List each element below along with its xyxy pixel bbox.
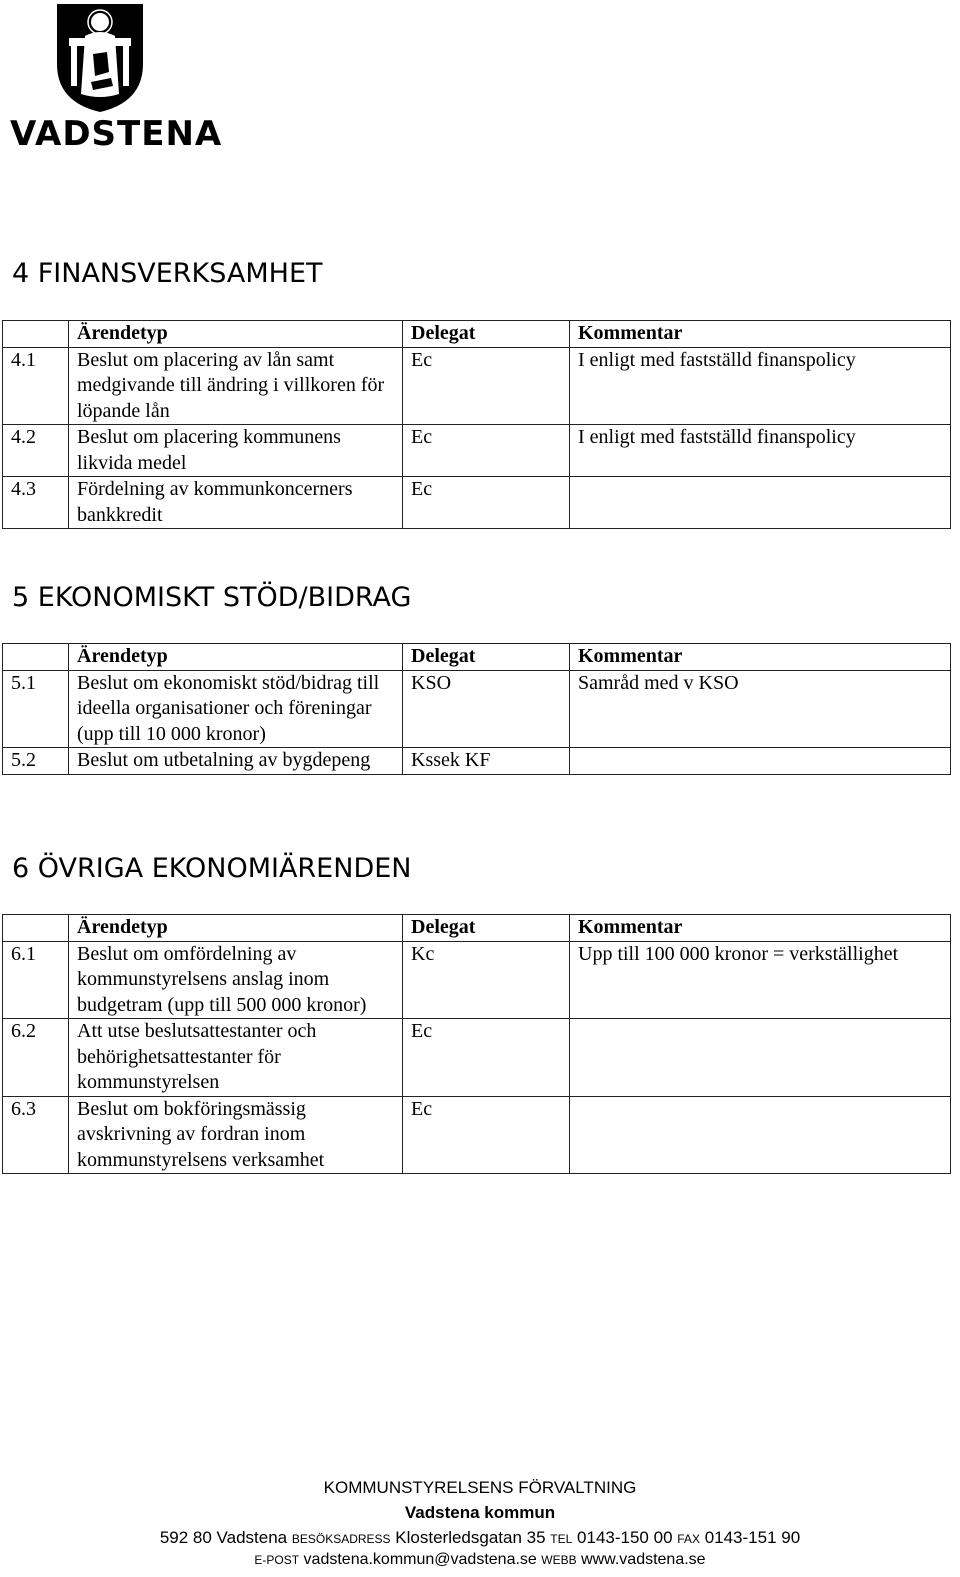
footer-address-line [0,1528,960,1548]
header-kommentar: Kommentar [570,321,951,348]
header-arendetyp: Ärendetyp [69,915,403,942]
row-delegat: Ec [403,477,570,529]
table-header-row [3,915,951,942]
table-row [3,1096,951,1174]
footer-web[interactable]: www.vadstena.se [581,1551,706,1568]
footer-postal: 592 80 Vadstena [159,1528,288,1547]
footer-tel: 0143-150 00 [577,1528,673,1547]
row-num: 4.2 [3,425,69,477]
row-kommentar: I enligt med fastställd finanspolicy [570,425,951,477]
row-arendetyp: Att utse beslutsattestanter och behörighetsattestanter för kommunstyrelsen [69,1019,403,1097]
row-delegat: KSO [403,670,570,748]
vadstena-logo [10,2,223,162]
section-title-5: 5 EKONOMISKT STÖD/BIDRAG [12,582,412,613]
row-arendetyp: Beslut om placering av lån samt medgivande till ändring i villkoren för löpande lån [69,347,403,425]
header-kommentar: Kommentar [570,644,951,671]
footer-email[interactable]: vadstena.kommun@vadstena.se [303,1551,537,1568]
section-title-4: 4 FINANSVERKSAMHET [12,258,323,289]
row-num: 4.3 [3,477,69,529]
header-num [3,915,69,942]
row-kommentar [570,1096,951,1174]
delegation-table-4 [2,320,951,529]
row-arendetyp: Beslut om ekonomiskt stöd/bidrag till ideella organisationer och föreningar (upp till 10 000 kronor) [69,670,403,748]
table-row [3,748,951,775]
footer-visit-address: Klosterledsgatan 35 [395,1528,546,1547]
header-num [3,644,69,671]
header-delegat: Delegat [403,644,570,671]
row-delegat: Ec [403,347,570,425]
row-num: 6.2 [3,1019,69,1097]
row-delegat: Kc [403,941,570,1019]
row-arendetyp: Beslut om bokföringsmässig avskrivning av fordran inom kommunstyrelsens verksamhet [69,1096,403,1174]
header-arendetyp: Ärendetyp [69,321,403,348]
delegation-table-6 [2,914,951,1174]
footer-org: Vadstena kommun [404,1503,556,1522]
header-kommentar: Kommentar [570,915,951,942]
table-row [3,347,951,425]
footer-contact-line [0,1551,960,1569]
row-delegat: Ec [403,425,570,477]
row-kommentar: Samråd med v KSO [570,670,951,748]
row-kommentar [570,1019,951,1097]
table-row [3,1019,951,1097]
row-num: 5.1 [3,670,69,748]
table-row [3,670,951,748]
header-arendetyp: Ärendetyp [69,644,403,671]
row-arendetyp: Fördelning av kommunkoncerners bankkredit [69,477,403,529]
logo-wordmark: VADSTENA [10,114,223,154]
row-num: 6.1 [3,941,69,1019]
header-num [3,321,69,348]
row-num: 6.3 [3,1096,69,1174]
row-kommentar: I enligt med fastställd finanspolicy [570,347,951,425]
footer-department: KOMMUNSTYRELSENS FÖRVALTNING [323,1478,637,1497]
table-row [3,477,951,529]
footer-web-label: WEBB [541,1553,577,1567]
table-header-row [3,321,951,348]
row-num: 5.2 [3,748,69,775]
header-delegat: Delegat [403,321,570,348]
delegation-table-5 [2,643,951,775]
row-arendetyp: Beslut om placering kommunens likvida medel [69,425,403,477]
footer-tel-label: TEL [550,1532,573,1546]
row-num: 4.1 [3,347,69,425]
table-header-row [3,644,951,671]
footer-visit-label: BESÖKSADRESS [291,1532,391,1546]
row-kommentar: Upp till 100 000 kronor = verkställighet [570,941,951,1019]
row-delegat: Ec [403,1019,570,1097]
section-title-6: 6 ÖVRIGA EKONOMIÄRENDEN [12,853,412,884]
footer-fax: 0143-151 90 [704,1528,801,1547]
table-row [3,941,951,1019]
row-delegat: Ec [403,1096,570,1174]
header-delegat: Delegat [403,915,570,942]
row-kommentar [570,748,951,775]
coat-of-arms-icon [55,2,145,114]
table-row [3,425,951,477]
row-kommentar [570,477,951,529]
footer-fax-label: FAX [677,1532,700,1546]
row-arendetyp: Beslut om omfördelning av kommunstyrelsens anslag inom budgetram (upp till 500 000 kronor) [69,941,403,1019]
footer-email-label: E-POST [254,1553,300,1567]
row-arendetyp: Beslut om utbetalning av bygdepeng [69,748,403,775]
row-delegat: Kssek KF [403,748,570,775]
